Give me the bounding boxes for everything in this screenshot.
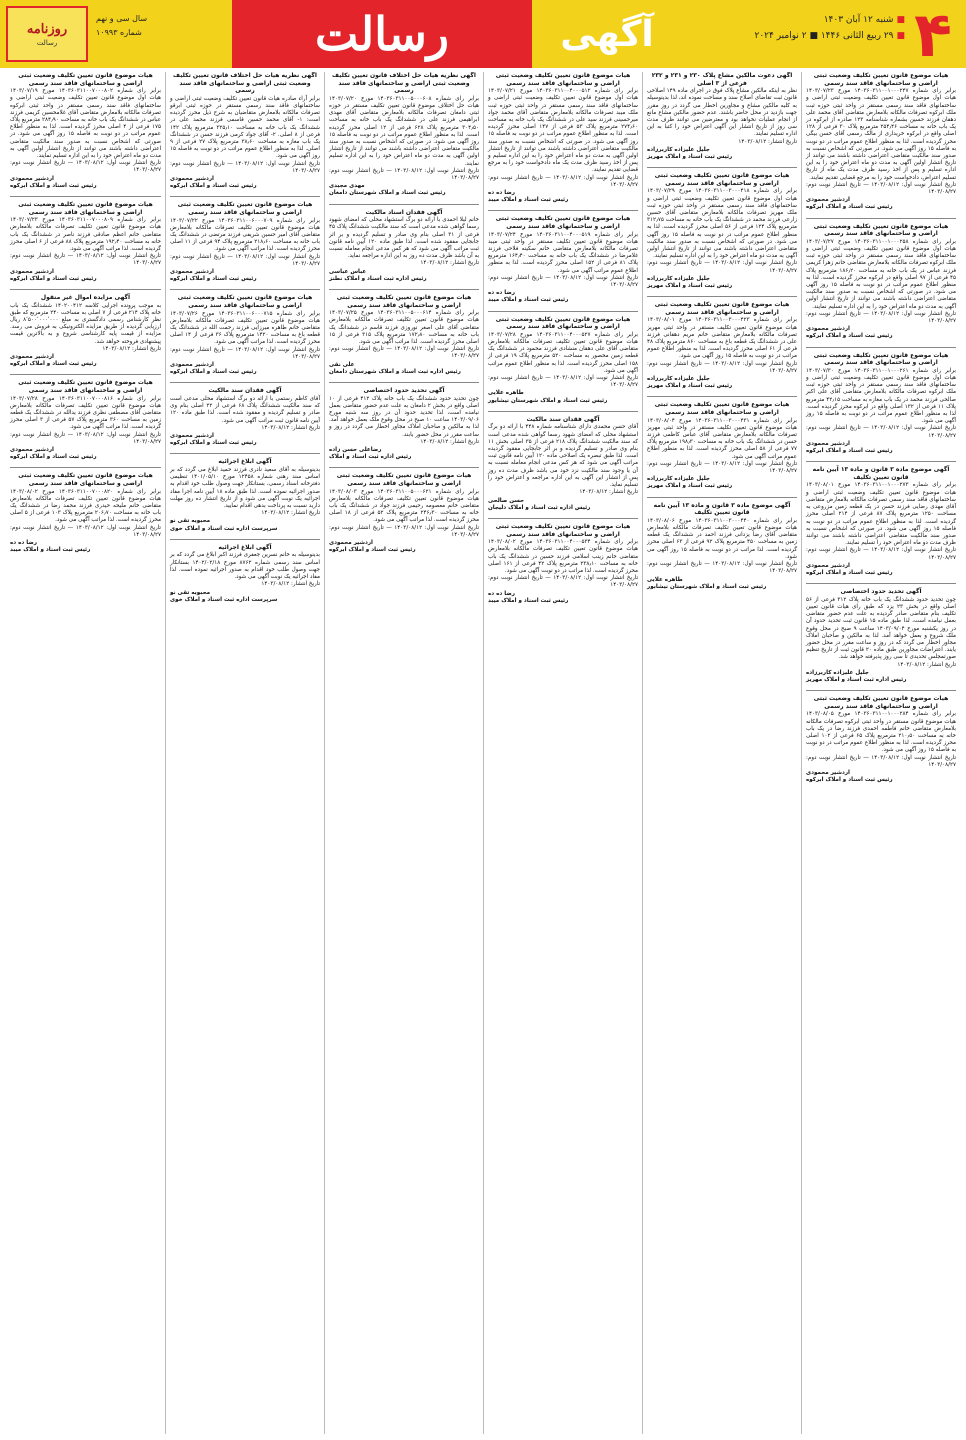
ad-title: آگهی فقدان سند مالکیت xyxy=(526,415,600,423)
issue-info xyxy=(96,12,226,40)
ad-signer: جلیل علیزاده کاربرزاده xyxy=(647,376,710,383)
ad-signer: اردشیر محمودی xyxy=(170,176,214,183)
ad-publication-dates: تاریخ انتشار نوبت اول: ۱۴۰۳/۰۸/۱۲ — تاریخ انتشار نوبت دوم: ۱۴۰۳/۰۸/۲۷ xyxy=(806,754,956,768)
ad-publication-dates: تاریخ انتشار نوبت اول: ۱۴۰۳/۰۸/۱۲ — تاریخ انتشار نوبت دوم: ۱۴۰۳/۰۸/۲۷ xyxy=(647,360,797,374)
ad-signer: رضا ده ده xyxy=(488,290,515,297)
ad-body: چون تحدید حدود ششدانگ یک باب خانه پلاک ۳۱۲ فرعی از ۵۶ اصلی واقع در بخش ۲۳ یزد که طبق رای هیات قانون تعیین تکلیف بنام متقاضی صادر گردیده به علت عدم حضور متقاضی بعمل نیامده است، لذا طبق ماده ۱۵ قانون ثبت تحدید حدود آن در روز یکشنبه مورخ ۱۴۰۳/۰۹/۰۴ ساعت ۹ صبح در محل وقوع ملک شروع و بعمل خواهد آمد. لذا به مالکین و صاحبان املاک مجاور اخطار می گردد که در روز و ساعت مقرر در محل حضور یابند. اعتراضات مجاورین طبق ماده ۲۰ قانون ثبت از تاریخ تنظیم صورتمجلس تحدیدی تا سی روز پذیرفته خواهد شد. xyxy=(806,596,956,661)
ad-divider xyxy=(10,196,161,197)
ad-title: هیات موضوع قانون تعیین تکلیف وضعیت ثبتی اراضی و ساختمانهای فاقد سند رسمی xyxy=(18,379,153,395)
ad-publication-dates: تاریخ انتشار نوبت اول: ۱۴۰۳/۰۸/۱۲ — تاریخ انتشار نوبت دوم: ۱۴۰۳/۰۸/۲۷ xyxy=(806,547,956,561)
classified-ad xyxy=(170,387,320,447)
ad-office: رئیس ثبت اسناد و املاک میبد xyxy=(488,297,569,304)
classified-ad xyxy=(806,72,956,212)
ad-title: هیات موضوع قانون تعیین تکلیف وضعیت ثبتی اراضی و ساختمانهای فاقد سند رسمی xyxy=(495,215,631,231)
ad-office: رئیس ثبت اسناد و املاک میبد xyxy=(488,197,569,204)
ad-office: رئیس ثبت اسناد و املاک مهریز xyxy=(647,483,733,490)
ad-office: رئیس ثبت اسناد و املاک شهرستان دامغان xyxy=(329,190,446,197)
ad-publication-dates: تاریخ انتشار: ۱۴۰۳/۰۸/۱۲ xyxy=(102,345,161,352)
ad-title: هیات موضوع قانون تعیین تکلیف وضعیت ثبتی اراضی و ساختمانهای فاقد سند رسمی xyxy=(654,172,790,187)
ad-publication-dates: تاریخ انتشار: ۱۴۰۳/۰۸/۱۲ xyxy=(261,581,320,588)
ad-body: برابر رای شماره ۱۴۰۳۶۰۳۱۱۰۰۵۰۰۰۶۲۱ مورخ ۱۴۰۳/۰۸/۰۳ هیات موضوع قانون تعیین تکلیف تصرفات مالکانه بلامعارض متقاضی خانم معصومه رحیمی فرزند جواد در ششدانگ یک باب خانه به مساحت ۲۴۶٫۳۰ مترمربع پلاک ۵۲ فرعی از ۱۸ اصلی محرز گردیده است. لذا مراتب آگهی می شود. xyxy=(329,488,480,524)
classified-ad xyxy=(647,301,797,390)
classified-ad xyxy=(329,387,479,461)
ad-publication-dates: تاریخ انتشار: ۱۴۰۳/۰۸/۱۲ xyxy=(261,424,320,431)
classified-ad xyxy=(329,294,479,376)
ad-title: آگهی فقدان اسناد مالکیت xyxy=(365,208,443,216)
ad-body: برابر رای شماره ۱۴۰۳۶۰۳۱۱۰۰۳۰۰۰۴۴۰ مورخ ۱۴۰۳/۰۸/۰۶ هیات موضوع قانون تعیین تکلیف تصرفات مالکانه بلامعارض متقاضی آقای رضا یزدانی فرزند احمد در ششدانگ یک قطعه زمین به مساحت ۴۵۰ مترمربع پلاک ۹۲ فرعی از ۶۳ اصلی محرز گردیده است. لذا مراتب در دو نوبت به فاصله ۱۵ روز آگهی می شود. xyxy=(647,517,797,560)
ads-columns xyxy=(6,72,960,1434)
ad-office: رئیس ثبت اسناد و املاک ابرکوه xyxy=(10,182,97,189)
classified-ad xyxy=(647,172,797,290)
classified-ad xyxy=(170,72,320,190)
ad-divider xyxy=(647,296,797,297)
ad-divider xyxy=(10,374,161,375)
ad-divider xyxy=(806,218,956,219)
ad-office: رئیس ثبت اسناد و املاک ابرکوه xyxy=(170,183,257,190)
ad-title: هیات موضوع قانون تعیین تکلیف وضعیت ثبتی اراضی و ساختمانهای فاقد سند رسمی xyxy=(654,401,790,417)
ad-body: برابر آراء صادره هیات قانون تعیین تکلیف وضعیت ثبتی اراضی و ساختمانهای فاقد سند رسمی مستقر در حوزه ثبتی ابرقو تصرفات مالکانه بلامعارض متقاضیان به شرح ذیل محرز گردیده است: ۱- آقای محمد حسین قاسمی فرزند محمد علی در ششدانگ یک باب خانه به مساحت ۳۲۵٫۱۰ مترمربع پلاک ۱۴۲ فرعی از ۸ اصلی. ۲- آقای جواد کرمی فرزند حسن در ششدانگ یک باب مغازه به مساحت ۳۸٫۶۰ مترمربع پلاک ۲۷ فرعی از ۹ اصلی. لذا به منظور اطلاع عموم مراتب در دو نوبت به فاصله ۱۵ روز آگهی می شود. xyxy=(170,95,321,160)
ad-publication-dates: تاریخ انتشار نوبت اول: ۱۴۰۳/۰۸/۱۲ — تاریخ انتشار نوبت دوم: ۱۴۰۳/۰۸/۲۷ xyxy=(647,561,797,575)
ad-divider xyxy=(806,690,956,691)
ad-divider xyxy=(170,539,320,540)
ad-title: هیات موضوع قانون تعیین تکلیف وضعیت ثبتی اراضی و ساختمانهای فاقد سند رسمی xyxy=(495,522,631,538)
section-label: آگهی xyxy=(560,13,654,55)
ad-office: رئیس ثبت اسناد و املاک ابرکوه xyxy=(170,276,257,283)
ad-body: به موجب پرونده اجرایی کلاسه ۱۴۰۲۰۰۴۱۲ ششدانگ یک باب خانه پلاک ۲۱۴ فرعی از ۷ اصلی به مساحت ۲۴۰ مترمربع که طبق نظر کارشناس رسمی دادگستری به مبلغ ۸٬۵۰۰٬۰۰۰٬۰۰۰ ریال ارزیابی گردیده از طریق مزایده الکترونیکی به فروش می رسد. مزایده از قیمت پایه کارشناسی شروع و به بالاترین قیمت پیشنهادی فروخته خواهد شد. xyxy=(10,302,161,345)
ad-divider xyxy=(170,196,320,197)
ad-office: رئیس ثبت اسناد و املاک ابرکوه xyxy=(806,333,893,340)
ad-signer: اردشیر محمودی xyxy=(806,440,850,447)
ad-column xyxy=(642,72,801,1434)
ad-office: رئیس اداره ثبت اسناد و املاک دلیجان xyxy=(488,504,591,511)
ad-publication-dates: تاریخ انتشار: ۱۴۰۳/۰۸/۱۲ xyxy=(738,138,797,145)
ad-title: هیات موضوع قانون تعیین تکلیف وضعیت ثبتی اراضی و ساختمانهای فاقد سند رسمی xyxy=(813,72,949,87)
ad-office: رئیس ثبت اسناد و املاک ابرکوه xyxy=(10,361,97,368)
ad-publication-dates: تاریخ انتشار: ۱۴۰۳/۰۸/۱۲ xyxy=(579,489,638,496)
ad-office: رئیس ثبت اسناد و املاک ابرکوه xyxy=(10,275,97,282)
ad-publication-dates: تاریخ انتشار نوبت اول: ۱۴۰۳/۰۸/۱۲ — تاریخ انتشار نوبت دوم: ۱۴۰۳/۰۸/۲۷ xyxy=(647,260,797,274)
ad-divider xyxy=(329,467,479,468)
ad-body: برابر رای شماره ۱۴۰۳۶۰۳۱۱۰۰۷۰۰۰۸۱۶ مورخ ۱۴۰۳/۰۷/۲۸ هیات موضوع قانون تعیین تکلیف تصرفات مالکانه بلامعارض متقاضی آقای مصطفی نظری فرزند یدالله در ششدانگ یک قطعه زمین به مساحت ۳۶۰ مترمربع پلاک ۵۷ فرعی از ۳ اصلی محرز گردیده است. لذا مراتب آگهی می شود. xyxy=(10,395,161,431)
ad-divider xyxy=(329,204,479,205)
ad-title: آگهی نظریه هیات حل اختلاف قانون تعیین تکلیف وضعیت ثبتی اراضی و ساختمانهای فاقد سند رسمی xyxy=(332,72,476,95)
ad-divider xyxy=(10,289,161,290)
ad-body: برابر رای شماره ۱۴۰۳۶۰۳۱۱۰۰۱۰۰۰۲۷۳ مورخ ۱۴۰۳/۰۸/۰۱ هیات موضوع قانون تعیین تکلیف وضعیت ثبتی اراضی و ساختمانهای فاقد سند رسمی تصرفات مالکانه بلامعارض متقاضی آقای مهدی رضایی فرزند حسن در یک قطعه زمین مزروعی به مساحت ۱۲۵۰ مترمربع پلاک ۸۷ فرعی از ۲۱۴ اصلی محرز گردیده است. لذا به منظور اطلاع عموم مراتب در دو نوبت به فاصله ۱۵ روز آگهی می شود. در صورتی که اشخاص نسبت به صدور سند مالکیت متقاضی اعتراضی داشته باشند می توانند ظرف مدت دو ماه اعتراض خود را تسلیم نمایند. xyxy=(806,482,956,547)
ad-title: هیات موضوع قانون تعیین تکلیف وضعیت ثبتی اراضی و ساختمانهای فاقد سند رسمی xyxy=(177,201,313,217)
ad-divider xyxy=(647,167,797,168)
ad-body: برابر رای شماره ۱۴۰۳۶۰۳۱۱۰۰۷۰۰۰۸۰۹ مورخ ۱۴۰۳/۰۷/۲۳ هیات موضوع قانون تعیین تکلیف تصرفات مالکانه بلامعارض متقاضی خانم اعظم صادقی فرزند ناصر در ششدانگ یک باب خانه به مساحت ۱۹۲٫۴۰ مترمربع پلاک ۸۸ فرعی از ۶ اصلی محرز گردیده است. لذا مراتب آگهی می شود. xyxy=(10,217,162,253)
ad-divider xyxy=(329,289,479,290)
page-header xyxy=(0,0,966,71)
ad-publication-dates: تاریخ انتشار: ۱۴۰۳/۰۸/۱۲ xyxy=(420,260,479,267)
ad-divider xyxy=(170,382,320,383)
ad-title: هیات موضوع قانون تعیین تکلیف وضعیت ثبتی اراضی و ساختمانهای فاقد سند رسمی xyxy=(18,201,153,216)
classified-ad xyxy=(329,209,479,283)
ad-office: رئیس اداره ثبت اسناد و املاک شهرستان دامغان xyxy=(329,368,461,375)
ad-publication-dates: تاریخ انتشار نوبت اول: ۱۴۰۳/۰۸/۱۲ — تاریخ انتشار نوبت دوم: ۱۴۰۳/۰۸/۲۷ xyxy=(488,375,638,389)
ad-title: آگهی نظریه هیات حل اختلاف قانون تعیین تکلیف وضعیت ثبتی اراضی و ساختمانهای فاقد سند رسمی xyxy=(173,72,317,95)
ad-signer: محبوبه تقی نو xyxy=(170,589,211,596)
ad-body: برابر رای شماره ۱۴۰۳۶۰۳۱۱۰۰۳۰۰۰۴۲۳ مورخ ۱۴۰۳/۰۸/۰۱ هیات موضوع قانون تعیین تکلیف مستقر در واحد ثبتی مهریز تصرفات مالکانه بلامعارض متقاضی خانم مریم دهقانی فرزند علی در ششدانگ یک قطعه باغ به مساحت ۸۶۰ مترمربع پلاک ۴۸ فرعی از ۶۱ اصلی محرز گردیده است. لذا به منظور اطلاع عموم مراتب در دو نوبت به فاصله ۱۵ روز آگهی می شود. xyxy=(647,317,798,360)
ad-office: سرپرست اداره ثبت اسناد و املاک خوی xyxy=(170,596,278,603)
ad-body: بدینوسیله به خانم نسرین جعفری فرزند اکبر ابلاغ می گردد که بر اساس سند رسمی شماره ۸۷۶۲ مورخ ۱۴۰۲/۰۲/۱۸ بستانکار جهت وصول طلب خود اقدام به صدور اجرائیه نموده است. لذا مفاد اجرائیه یک نوبت آگهی می شود. xyxy=(170,552,320,581)
ad-title: هیات موضوع قانون تعیین تکلیف وضعیت ثبتی اراضی و ساختمانهای فاقد سند رسمی xyxy=(495,315,631,331)
ad-title: آگهی ابلاغ اجرائیه xyxy=(218,543,272,551)
ad-title: هیات موضوع قانون تعیین تکلیف وضعیت ثبتی اراضی و ساختمانهای فاقد سند رسمی xyxy=(813,351,949,367)
classified-ad xyxy=(10,201,161,283)
ad-signer: عباس عباسی xyxy=(329,268,367,275)
ad-body: برابر رای شماره ۱۴۰۳۶۰۳۱۱۰۰۷۰۰۰۸۲۰ مورخ ۱۴۰۳/۰۸/۰۲ هیات موضوع قانون تعیین تکلیف تصرفات مالکانه بلامعارض متقاضی خانم ملیحه حیدری فرزند محمد رضا در ششدانگ یک باب خانه به مساحت ۲۰۶٫۷۰ مترمربع پلاک ۱۰۳ فرعی از ۵ اصلی محرز گردیده است. لذا مراتب آگهی می شود. xyxy=(10,488,161,524)
classified-ad xyxy=(806,352,956,456)
ad-divider xyxy=(488,518,638,519)
classified-ad xyxy=(170,294,320,376)
ad-body: نظر به اینکه مالکین مشاع پلاک فوق در اجرای ماده ۱۴۹ اصلاحی قانون ثبت تقاضای اصلاح سند و مساحت نموده اند، لذا بدینوسیله به کلیه مالکین مشاع و مجاورین اخطار می گردد در روز مقرر جهت بازدید در محل حاضر باشند. عدم حضور مالکین مشاع مانع از انجام عملیات نخواهد بود و معترضین می توانند ظرف مدت سی روز از تاریخ انتشار این آگهی اعتراض خود را کتبا به این اداره تسلیم نمایند. xyxy=(647,88,797,138)
classified-ad xyxy=(488,72,638,204)
ad-title: آگهی فقدان سند مالکیت xyxy=(208,387,282,395)
ad-body: خانم لیلا احمدی با ارائه دو برگ استشهاد محلی که امضای شهود رسما گواهی شده مدعی است که سند مالکیت ششدانگ پلاک ۴۵ فرعی از ۳۱ اصلی بنام وی صادر و تسلیم گردیده و بر اثر جابجایی مفقود شده است. لذا طبق ماده ۱۲۰ آیین نامه قانون ثبت مراتب آگهی می شود که هر کس مدعی انجام معامله نسبت به آن باشد ظرف مدت ده روز به این اداره مراجعه نماید. xyxy=(329,217,479,260)
ad-body: آقای کاظم رستمی با ارائه دو برگ استشهاد محلی مدعی است که سند مالکیت ششدانگ پلاک ۶۸ فرعی از ۲۲ اصلی بنام وی صادر و تسلیم گردیده و مفقود شده است. لذا طبق ماده ۱۲۰ آیین نامه قانون ثبت مراتب آگهی می شود. xyxy=(170,396,320,424)
classified-ad xyxy=(806,223,956,341)
ad-divider xyxy=(170,289,320,290)
ad-body: برابر رای شماره ۱۴۰۳۶۰۳۱۱۰۰۱۰۰۰۲۴۷ مورخ ۱۴۰۳/۰۷/۲۳ هیات اول موضوع قانون تعیین تکلیف وضعیت ثبتی اراضی و ساختمانهای فاقد سند رسمی مستقر در واحد ثبتی حوزه ثبت ملک ابرکوه تصرفات مالکانه بلامعارض متقاضی آقای محمد علی دهقان فرزند حسین بشماره شناسنامه ۱۲۳ صادره از ابرکوه در یک باب خانه به مساحت ۲۵۴٫۴۶ مترمربع پلاک ۳۰ فرعی از ۱۲۸ اصلی واقع در ابرکوه خریداری از مالک رسمی آقای حسن بیگی محرز گردیده است. لذا به منظور اطلاع عموم مراتب در دو نوبت به فاصله ۱۵ روز آگهی می شود. در صورتی که اشخاص نسبت به صدور سند مالکیت متقاضی اعتراضی داشته باشند می توانند از تاریخ انتشار اولین آگهی به مدت دو ماه اعتراض خود را به این اداره تسلیم و پس از اخذ رسید ظرف مدت یک ماه از تاریخ تسلیم اعتراض، دادخواست خود را به مرجع قضایی تقدیم نمایند. xyxy=(806,88,956,181)
ad-publication-dates: تاریخ انتشار نوبت اول: ۱۴۰۳/۰۸/۱۲ — تاریخ انتشار نوبت دوم: ۱۴۰۳/۰۸/۲۷ xyxy=(806,181,956,196)
ad-body: چون تحدید حدود ششدانگ یک باب خانه پلاک ۴۱۲ فرعی از ۱۰ اصلی واقع در بخش ۲ دامغان به علت عدم حضور متقاضی بعمل نیامده است، لذا تحدید حدود آن در روز سه شنبه مورخ ۱۴۰۳/۰۹/۰۶ ساعت ۱۰ صبح در محل وقوع ملک بعمل خواهد آمد. لذا به مالکین و صاحبان املاک مجاور اخطار می گردد در روز و ساعت مقرر در محل حضور یابند. xyxy=(329,395,480,438)
ad-column xyxy=(483,72,642,1434)
ad-body: برابر رای شماره ۱۴۰۳۶۰۳۱۱۰۰۱۰۰۰۲۶۱ مورخ ۱۴۰۳/۰۷/۳۰ هیات اول موضوع قانون تعیین تکلیف وضعیت ثبتی اراضی و ساختمانهای فاقد سند رسمی مستقر در واحد ثبتی حوزه ثبت ملک ابرکوه تصرفات مالکانه بلامعارض متقاضی آقای علی اکبر صالحی فرزند محمد در یک باب مغازه به مساحت ۴۲٫۱۵ مترمربع پلاک ۱۱ فرعی از ۱۳۲ اصلی واقع در ابرکوه محرز گردیده است. لذا به منظور اطلاع عموم مراتب در دو نوبت به فاصله ۱۵ روز آگهی می شود. xyxy=(806,367,956,425)
masthead xyxy=(232,0,532,68)
ad-signer: اردشیر محمودی xyxy=(170,362,214,369)
ad-office: رئیس ثبت اسناد و املاک ابرکوه xyxy=(806,777,893,784)
ad-divider xyxy=(806,583,956,584)
classified-ad xyxy=(488,416,638,512)
ad-divider xyxy=(170,453,320,454)
ad-office: رئیس ثبت اسناد و املاک ابرکوه xyxy=(806,204,893,211)
ad-signer: اردشیر محمودی xyxy=(170,269,214,276)
ad-publication-dates: تاریخ انتشار نوبت اول: ۱۴۰۳/۰۸/۱۲ — تاریخ انتشار نوبت دوم: ۱۴۰۳/۰۸/۲۷ xyxy=(170,253,320,267)
ad-body: برابر رای شماره ۱۴۰۳۶۰۳۱۱۰۰۴۰۰۰۵۱۲ مورخ ۱۴۰۳/۰۷/۲۱ هیات اول موضوع قانون تعیین تکلیف وضعیت ثبتی اراضی و ساختمانهای فاقد سند رسمی مستقر در واحد ثبتی حوزه ثبت ملک میبد تصرفات مالکانه بلامعارض متقاضی آقای محمد جواد میرحسینی فرزند سید علی در ششدانگ یک باب خانه به مساحت ۲۷۴٫۶۰ مترمربع پلاک ۵۳ فرعی از ۱۴۷ اصلی محرز گردیده است. لذا به منظور اطلاع عموم مراتب در دو نوبت به فاصله ۱۵ روز آگهی می شود. در صورتی که اشخاص نسبت به صدور سند مالکیت متقاضی اعتراضی داشته باشند می توانند از تاریخ انتشار اولین آگهی به مدت دو ماه اعتراض خود را به این اداره تسلیم و پس از اخذ رسید ظرف مدت یک ماه دادخواست خود را به مرجع قضایی تقدیم نمایند. xyxy=(488,88,638,174)
ad-office: رئیس ثبت اسناد و املاک ابرکوه xyxy=(806,448,893,455)
ad-signer: جلیل علیزاده کاربرزاده xyxy=(806,669,869,676)
ad-title: آگهی موضوع ماده ۳ قانون و ماده ۱۳ آیین نامه قانون تعیین تکلیف xyxy=(812,466,950,481)
ad-office: رئیس ثبت اسناد و املاک ابرکوه xyxy=(806,569,893,576)
classified-ad xyxy=(488,215,638,304)
ad-divider xyxy=(647,497,797,498)
ad-signer: جلیل علیزاده کاربرزاده xyxy=(647,146,710,153)
ad-publication-dates: تاریخ انتشار نوبت اول: ۱۴۰۳/۰۸/۱۲ — تاریخ انتشار نوبت دوم: ۱۴۰۳/۰۸/۲۷ xyxy=(806,425,956,439)
ad-office: رئیس ثبت اسناد و املاک شهرستان نیشابور xyxy=(488,397,608,404)
ad-office: رئیس ثبت اسناد و املاک ابرکوه xyxy=(170,369,257,376)
ad-body: برابر رای شماره ۱۴۰۳۶۰۳۱۱۰۰۴۰۰۰۵۳۴ مورخ ۱۴۰۳/۰۸/۰۲ هیات موضوع قانون تعیین تکلیف تصرفات مالکانه بلامعارض متقاضی خانم زینب اسلامی فرزند حسین در ششدانگ یک باب خانه به مساحت ۲۳۸٫۱۰ مترمربع پلاک ۴۲ فرعی از ۱۶۱ اصلی محرز گردیده است. لذا مراتب در دو نوبت آگهی می شود. xyxy=(488,539,638,574)
date-hijri-gregorian: ۲۹ ربیع الثانی ۱۴۴۶ ■ ۲ نوامبر ۲۰۲۴ xyxy=(754,31,894,41)
classified-ad xyxy=(647,72,797,161)
ad-signer: اردشیر محمودی xyxy=(806,769,850,776)
ad-signer: اردشیر محمودی xyxy=(806,326,850,333)
ad-title: آگهی ابلاغ اجرائیه xyxy=(218,458,272,466)
ad-signer: اردشیر محمودی xyxy=(806,197,850,204)
ad-publication-dates: تاریخ انتشار: ۱۴۰۳/۰۸/۱۲ xyxy=(420,438,479,445)
classified-ad xyxy=(806,588,956,684)
classified-ad xyxy=(10,294,161,368)
masthead-title: رسالت xyxy=(315,7,449,61)
classified-ad xyxy=(10,379,161,461)
classified-ad xyxy=(647,401,797,490)
ad-body: آقای حسن محمدی دارای شناسنامه شماره ۴۴۸ با ارائه دو برگ استشهاد محلی که امضای شهود رسما گواهی شده مدعی است که سند مالکیت ششدانگ پلاک ۲۱۸ فرعی از ۳۵ اصلی بخش ۱۱ بنام وی صادر و تسلیم گردیده و بر اثر جابجایی مفقود گردیده است. لذا طبق تبصره یک اصلاحی ماده ۱۲۰ آیین نامه قانون ثبت مراتب آگهی می شود که هر کس مدعی انجام معامله نسبت به آن یا وجود سند مالکیت نزد خود می باشد ظرف مدت ده روز پس از انتشار این آگهی به این اداره مراجعه و اعتراض خود را تسلیم نماید. xyxy=(488,424,639,489)
ad-divider xyxy=(488,311,638,312)
classified-ad xyxy=(488,523,638,605)
ad-title: آگهی مزایده اموال غیر منقول xyxy=(40,294,131,302)
ad-title: هیات موضوع قانون تعیین تکلیف وضعیت ثبتی اراضی و ساختمانهای فاقد سند رسمی xyxy=(813,695,949,710)
ad-body: برابر رای شماره ۱۴۰۳۶۰۳۱۱۰۰۷۰۰۰۸۰۲ مورخ ۱۴۰۳/۰۷/۱۹ هیات اول موضوع قانون تعیین تکلیف وضعیت ثبتی اراضی و ساختمانهای فاقد سند رسمی مستقر در واحد ثبتی ابرکوه تصرفات مالکانه بلامعارض متقاضی آقای غلامحسین کریمی فرزند عباس در ششدانگ یک باب خانه به مساحت ۲۸۴٫۹۰ مترمربع پلاک ۱۷۵ فرعی از ۴ اصلی محرز گردیده است. لذا به منظور اطلاع عموم مراتب در دو نوبت به فاصله ۱۵ روز آگهی می شود. در صورتی که اشخاص نسبت به صدور سند مالکیت متقاضی اعتراضی داشته باشند می توانند از تاریخ انتشار اولین آگهی به مدت دو ماه اعتراض خود را به این اداره تسلیم نمایند. xyxy=(10,88,161,160)
ad-office: رئیس ثبت اسناد و املاک مهریز xyxy=(647,383,733,390)
ad-office: رئیس ثبت اسناد و املاک ابرکوه xyxy=(170,440,257,447)
classified-ad xyxy=(170,458,320,532)
issue-number: شماره ۱۰۹۹۳ xyxy=(96,28,142,37)
ad-publication-dates: تاریخ انتشار نوبت اول: ۱۴۰۳/۰۸/۱۲ — تاریخ انتشار نوبت دوم: ۱۴۰۳/۰۸/۲۷ xyxy=(170,346,320,360)
ad-signer: اردشیر محمودی xyxy=(170,433,214,440)
ad-divider xyxy=(488,210,638,211)
ad-publication-dates: تاریخ انتشار نوبت اول: ۱۴۰۳/۰۸/۱۲ — تاریخ انتشار نوبت دوم: ۱۴۰۳/۰۸/۲۷ xyxy=(10,524,161,538)
ad-body: برابر رای شماره ۱۴۰۳۶۰۳۱۱۰۰۳۰۰۰۴۳۱ مورخ ۱۴۰۳/۰۸/۰۴ هیات موضوع قانون تعیین تکلیف مستقر در واحد ثبتی مهریز تصرفات مالکانه بلامعارض متقاضی آقای عباس کاظمی فرزند حسن در ششدانگ یک باب خانه به مساحت ۱۹۸٫۳۰ مترمربع پلاک ۷۷ فرعی از ۵۸ اصلی محرز گردیده است. لذا به منظور اطلاع عموم مراتب آگهی می شود. xyxy=(647,417,797,460)
issue-year: سال سی و نهم xyxy=(96,14,148,23)
ad-body: برابر رای شماره ۱۴۰۳۶۰۳۱۱۰۰۳۰۰۰۴۱۸ مورخ ۱۴۰۳/۰۷/۲۹ هیات اول موضوع قانون تعیین تکلیف وضعیت ثبتی اراضی و ساختمانهای فاقد سند رسمی مستقر در واحد ثبتی حوزه ثبت ملک مهریز تصرفات مالکانه بلامعارض متقاضی آقای حسین زارعی فرزند محمد در ششدانگ یک باب خانه به مساحت ۳۱۲٫۷۵ مترمربع پلاک ۱۲۴ فرعی از ۵۶ اصلی محرز گردیده است. لذا به منظور اطلاع عموم مراتب در دو نوبت به فاصله ۱۵ روز آگهی می شود. در صورتی که اشخاص نسبت به صدور سند مالکیت متقاضی اعتراضی داشته باشند می توانند از تاریخ انتشار اولین آگهی به مدت دو ماه اعتراض خود را به این اداره تسلیم نمایند. xyxy=(647,188,797,260)
ad-office: رئیس ثبت اسناد و املاک ابرکوه xyxy=(10,454,97,461)
ad-divider xyxy=(488,411,638,412)
ad-publication-dates: تاریخ انتشار نوبت اول: ۱۴۰۳/۰۸/۱۲ — تاریخ انتشار نوبت دوم: ۱۴۰۳/۰۸/۲۷ xyxy=(329,346,479,360)
ad-publication-dates: تاریخ انتشار نوبت اول: ۱۴۰۳/۰۸/۱۲ — تاریخ انتشار نوبت دوم: ۱۴۰۳/۰۸/۲۷ xyxy=(647,460,797,475)
brand-logo: روزنامه xyxy=(26,21,68,37)
ad-signer: علی نقی xyxy=(329,361,355,368)
ad-publication-dates: تاریخ انتشار نوبت اول: ۱۴۰۳/۰۸/۱۲ — تاریخ انتشار نوبت دوم: ۱۴۰۳/۰۸/۲۷ xyxy=(10,253,161,267)
ad-office: رئیس اداره ثبت اسناد و املاک مهریز xyxy=(806,676,907,683)
ad-body: برابر رای شماره ۱۴۰۳۶۰۳۱۱۰۰۶۰۰۰۷۱۵ مورخ ۱۴۰۳/۰۷/۲۶ هیات موضوع قانون تعیین تکلیف تصرفات مالکانه بلامعارض متقاضی خانم طاهره میرزایی فرزند رحمت الله در ششدانگ یک قطعه باغ به مساحت ۱۴۲۰ مترمربع پلاک ۳۶ فرعی از ۱۴ اصلی محرز گردیده است. لذا مراتب آگهی می شود. xyxy=(170,310,320,346)
ad-body: برابر رای شماره ۱۴۰۳۶۰۳۱۱۰۰۴۰۰۰۵۱۹ مورخ ۱۴۰۳/۰۷/۲۴ هیات موضوع قانون تعیین تکلیف مستقر در واحد ثبتی میبد تصرفات مالکانه بلامعارض متقاضی خانم سکینه فلاحی فرزند غلامرضا در ششدانگ یک باب خانه به مساحت ۱۶۴٫۴۰ مترمربع پلاک ۸۱ فرعی از ۱۵۲ اصلی محرز گردیده است. لذا به منظور اطلاع عموم مراتب آگهی می شود. xyxy=(488,231,638,274)
classified-ad xyxy=(329,472,479,554)
ad-publication-dates: تاریخ انتشار نوبت اول: ۱۴۰۳/۰۸/۱۲ — تاریخ انتشار نوبت دوم: ۱۴۰۳/۰۸/۲۷ xyxy=(170,160,320,174)
ad-signer: اردشیر محمودی xyxy=(10,268,54,275)
ad-column xyxy=(165,72,324,1434)
ad-title: هیات موضوع قانون تعیین تکلیف وضعیت ثبتی اراضی و ساختمانهای فاقد سند رسمی xyxy=(495,72,631,87)
bullet-icon: ■ xyxy=(896,31,905,41)
ad-body: برابر رای شماره ۱۴۰۳۶۰۳۱۱۰۰۵۰۰۰۶۰۸ مورخ ۱۴۰۳/۰۷/۲۰ هیات حل اختلاف موضوع قانون تعیین تکلیف مستقر در حوزه ثبتی دامغان تصرفات مالکانه بلامعارض متقاضی آقای مهدی ابراهیمی فرزند علی در ششدانگ یک باب خانه به مساحت ۳۰۴٫۵۰ مترمربع پلاک ۶۲۸ فرعی از ۱۲ اصلی محرز گردیده است. لذا به منظور اطلاع عموم مراتب در دو نوبت به فاصله ۱۵ روز آگهی می شود. در صورتی که اشخاص نسبت به صدور سند مالکیت متقاضی اعتراضی داشته باشند می توانند از تاریخ انتشار اولین آگهی به مدت دو ماه اعتراض خود را به این اداره تسلیم نمایند. xyxy=(329,95,479,167)
ad-publication-dates: تاریخ انتشار نوبت اول: ۱۴۰۳/۰۸/۱۲ — تاریخ انتشار نوبت دوم: ۱۴۰۳/۰۸/۲۷ xyxy=(10,160,161,174)
ad-divider xyxy=(10,467,161,468)
ad-publication-dates: تاریخ انتشار نوبت اول: ۱۴۰۳/۰۸/۱۲ — تاریخ انتشار نوبت دوم: ۱۴۰۳/۰۸/۲۷ xyxy=(488,575,638,589)
ad-signer: رضا ده ده xyxy=(488,590,515,597)
ad-signer: اردشیر محمودی xyxy=(10,447,54,454)
ad-column xyxy=(324,72,483,1434)
ad-office: رئیس ثبت اسناد و املاک میبد xyxy=(488,597,569,604)
date-persian: شنبه ۱۲ آبان ۱۴۰۳ xyxy=(823,15,894,25)
ad-office: رئیس ثبت اسناد و املاک ابرکوه xyxy=(329,547,416,554)
ad-signer: طاهره علایی xyxy=(488,390,524,397)
ad-title: آگهی تحدید حدود اختصاصی xyxy=(840,588,922,596)
brand-logo-box xyxy=(6,6,88,62)
ad-signer: طاهره علایی xyxy=(647,576,683,583)
ad-title: آگهی موضوع ماده ۳ قانون و ماده ۱۳ آیین نامه قانون تعیین تکلیف xyxy=(653,501,791,517)
ad-office: سرپرست اداره ثبت اسناد و املاک خوی xyxy=(170,525,278,532)
ad-signer: رضا ده ده xyxy=(488,190,515,197)
ad-column xyxy=(801,72,960,1434)
ad-signer: رضا ده ده xyxy=(10,540,37,547)
ad-office: رئیس ثبت اسناد و املاک مهریز xyxy=(647,154,733,161)
classified-ad xyxy=(806,466,956,577)
ad-body: برابر رای شماره ۱۴۰۳۶۰۳۱۱۰۰۶۰۰۰۷۰۹ مورخ ۱۴۰۳/۰۷/۲۲ هیات موضوع قانون تعیین تکلیف تصرفات مالکانه بلامعارض متقاضی آقای امیر حسین شریفی فرزند مرتضی در ششدانگ یک باب خانه به مساحت ۲۱۸٫۶۰ مترمربع پلاک ۹۴ فرعی از ۱۱ اصلی محرز گردیده است. لذا مراتب آگهی می شود. xyxy=(170,217,320,253)
ad-office: رئیس ثبت اسناد و املاک شهرستان نیشابور xyxy=(647,583,767,590)
ad-divider xyxy=(647,396,797,397)
ad-divider xyxy=(329,382,479,383)
ad-body: برابر رای شماره ۱۴۰۳۶۰۳۱۱۰۰۴۰۰۰۵۲۷ مورخ ۱۴۰۳/۰۷/۲۸ هیات موضوع قانون تعیین تکلیف تصرفات مالکانه بلامعارض متقاضی آقای علی دهقان منشادی فرزند محمود در ششدانگ یک قطعه زمین محصور به مساحت ۵۲۰ مترمربع پلاک ۱۹ فرعی از ۱۵۸ اصلی محرز گردیده است. لذا به منظور اطلاع عموم مراتب آگهی می شود. xyxy=(488,331,638,374)
ad-signer: جلیل علیزاده کاربرزاده xyxy=(647,476,710,483)
ad-signer: اردشیر محمودی xyxy=(329,540,373,547)
ad-title: هیات موضوع قانون تعیین تکلیف وضعیت ثبتی اراضی و ساختمانهای فاقد سند رسمی xyxy=(654,301,790,316)
ad-title: آگهی دعوت مالکین مشاع پلاک ۲۳۰ و ۲۳۱ و ۲۳۲ فرعی از ۳ اصلی xyxy=(651,72,793,87)
ad-signer: جلیل علیزاده کاربرزاده xyxy=(647,275,710,282)
classified-ad xyxy=(10,72,161,190)
classified-ad xyxy=(170,544,320,604)
classified-ad xyxy=(806,695,956,784)
ad-body: برابر رای شماره ۱۴۰۳۶۰۳۱۱۰۰۱۰۰۰۲۸۴ مورخ ۱۴۰۳/۰۸/۰۵ هیات موضوع قانون مستقر در واحد ثبتی ابرکوه تصرفات مالکانه بلامعارض متقاضی خانم فاطمه احمدی فرزند رضا در یک باب خانه به مساحت ۲۱۰٫۵۰ مترمربع پلاک ۶۵ فرعی از ۱۰۲ اصلی محرز گردیده است. لذا به منظور اطلاع عموم مراتب در دو نوبت به فاصله ۱۵ روز آگهی می شود. xyxy=(806,711,956,754)
ad-signer: محبوبه تقی نو xyxy=(170,518,211,525)
ad-signer: اردشیر محمودی xyxy=(10,175,54,182)
bullet-icon: ■ xyxy=(896,15,905,25)
ad-signer: اردشیر محمودی xyxy=(10,354,54,361)
ad-publication-dates: تاریخ انتشار نوبت اول: ۱۴۰۳/۰۸/۱۲ — تاریخ انتشار نوبت دوم: ۱۴۰۳/۰۸/۲۷ xyxy=(329,167,479,182)
classified-ad xyxy=(170,201,320,283)
page-number: ۴ xyxy=(914,0,952,71)
ad-publication-dates: تاریخ انتشار: ۱۴۰۳/۰۸/۱۲ xyxy=(897,661,956,668)
ad-office: رئیس ثبت اسناد و املاک مهریز xyxy=(647,283,733,290)
classified-ad xyxy=(10,472,161,554)
ad-publication-dates: تاریخ انتشار نوبت اول: ۱۴۰۳/۰۸/۱۲ — تاریخ انتشار نوبت دوم: ۱۴۰۳/۰۸/۲۷ xyxy=(329,524,479,538)
ad-publication-dates: تاریخ انتشار نوبت اول: ۱۴۰۳/۰۸/۱۲ — تاریخ انتشار نوبت دوم: ۱۴۰۳/۰۸/۲۷ xyxy=(488,274,638,289)
ad-office: رئیس اداره ثبت اسناد و املاک نطنز xyxy=(329,275,427,282)
date-block xyxy=(690,12,905,44)
ad-signer: اردشیر محمودی xyxy=(806,562,850,569)
classified-ad xyxy=(488,316,638,405)
ad-publication-dates: تاریخ انتشار نوبت اول: ۱۴۰۳/۰۸/۱۲ — تاریخ انتشار نوبت دوم: ۱۴۰۳/۰۸/۲۷ xyxy=(488,174,638,188)
ad-office: رئیس ثبت اسناد و املاک میبد xyxy=(10,547,91,554)
ad-signer: رضاعلی حسن زاده xyxy=(329,447,382,454)
ad-body: برابر رای شماره ۱۴۰۳۶۰۳۱۱۰۰۵۰۰۰۶۱۴ مورخ ۱۴۰۳/۰۷/۲۵ هیات موضوع قانون تعیین تکلیف تصرفات مالکانه بلامعارض متقاضی آقای علی اصغر نوروزی فرزند قاسم در ششدانگ یک باب خانه به مساحت ۱۷۲٫۸۰ مترمربع پلاک ۳۱۵ فرعی از ۱۵ اصلی محرز گردیده است. لذا مراتب آگهی می شود. xyxy=(329,310,479,346)
ad-title: هیات موضوع قانون تعیین تکلیف وضعیت ثبتی اراضی و ساختمانهای فاقد سند رسمی xyxy=(336,294,472,309)
ad-office: رئیس اداره ثبت اسناد و املاک xyxy=(329,454,412,461)
classified-ad xyxy=(647,502,797,591)
ad-title: آگهی تحدید حدود اختصاصی xyxy=(363,387,445,395)
ad-divider xyxy=(806,461,956,462)
ad-publication-dates: تاریخ انتشار نوبت اول: ۱۴۰۳/۰۸/۱۲ — تاریخ انتشار نوبت دوم: ۱۴۰۳/۰۸/۲۷ xyxy=(10,431,161,445)
ad-publication-dates: تاریخ انتشار: ۱۴۰۳/۰۸/۱۲ xyxy=(261,510,320,517)
ad-publication-dates: تاریخ انتشار نوبت اول: ۱۴۰۳/۰۸/۱۲ — تاریخ انتشار نوبت دوم: ۱۴۰۳/۰۸/۲۷ xyxy=(806,310,956,325)
ad-signer: مهدی مجیدی xyxy=(329,183,365,190)
ad-title: هیات موضوع قانون تعیین تکلیف وضعیت ثبتی اراضی و ساختمانهای فاقد سند رسمی xyxy=(18,472,153,488)
classified-ad xyxy=(329,72,479,198)
brand-subtitle: رسالت xyxy=(36,38,58,47)
ad-title: هیات موضوع قانون تعیین تکلیف وضعیت ثبتی اراضی و ساختمانهای فاقد سند رسمی xyxy=(336,472,472,488)
ad-title: هیات موضوع قانون تعیین تکلیف وضعیت ثبتی اراضی و ساختمانهای فاقد سند رسمی xyxy=(18,72,153,87)
ad-body: بدینوسیله به آقای سعید نادری فرزند حمید ابلاغ می گردد که بر اساس سند رهنی شماره ۱۲۴۵۸ مورخ ۱۴۰۱/۰۵/۱۰ تنظیمی دفترخانه اسناد رسمی، بستانکار جهت وصول طلب خود اقدام به صدور اجرائیه نموده است. لذا طبق ماده ۱۸ آیین نامه اجرا مفاد اجرائیه یک نوبت آگهی می شود و از تاریخ انتشار ده روز مهلت دارید نسبت به پرداخت بدهی اقدام نمایید. xyxy=(170,467,320,510)
ad-column xyxy=(6,72,165,1434)
ad-divider xyxy=(806,347,956,348)
ad-title: هیات موضوع قانون تعیین تکلیف وضعیت ثبتی اراضی و ساختمانهای فاقد سند رسمی xyxy=(813,222,949,238)
ad-title: هیات موضوع قانون تعیین تکلیف وضعیت ثبتی اراضی و ساختمانهای فاقد سند رسمی xyxy=(177,294,313,310)
ad-body: برابر رای شماره ۱۴۰۳۶۰۳۱۱۰۰۱۰۰۰۲۵۸ مورخ ۱۴۰۳/۰۷/۲۷ هیات اول موضوع قانون تعیین تکلیف وضعیت ثبتی اراضی و ساختمانهای فاقد سند رسمی مستقر در واحد ثبتی حوزه ثبت ملک ابرکوه تصرفات مالکانه بلامعارض متقاضی خانم زهرا کریمی فرزند عباس در یک باب خانه به مساحت ۱۸۶٫۲۰ مترمربع پلاک ۴۵ فرعی از ۹۷ اصلی واقع در ابرکوه محرز گردیده است. لذا به منظور اطلاع عموم مراتب در دو نوبت به فاصله ۱۵ روز آگهی می شود. در صورتی که اشخاص نسبت به صدور سند مالکیت متقاضی اعتراضی داشته باشند می توانند از تاریخ انتشار اولین آگهی به مدت دو ماه اعتراض خود را به این اداره تسلیم نمایند. xyxy=(806,238,956,310)
ad-signer: حسن صالحی xyxy=(488,497,525,504)
